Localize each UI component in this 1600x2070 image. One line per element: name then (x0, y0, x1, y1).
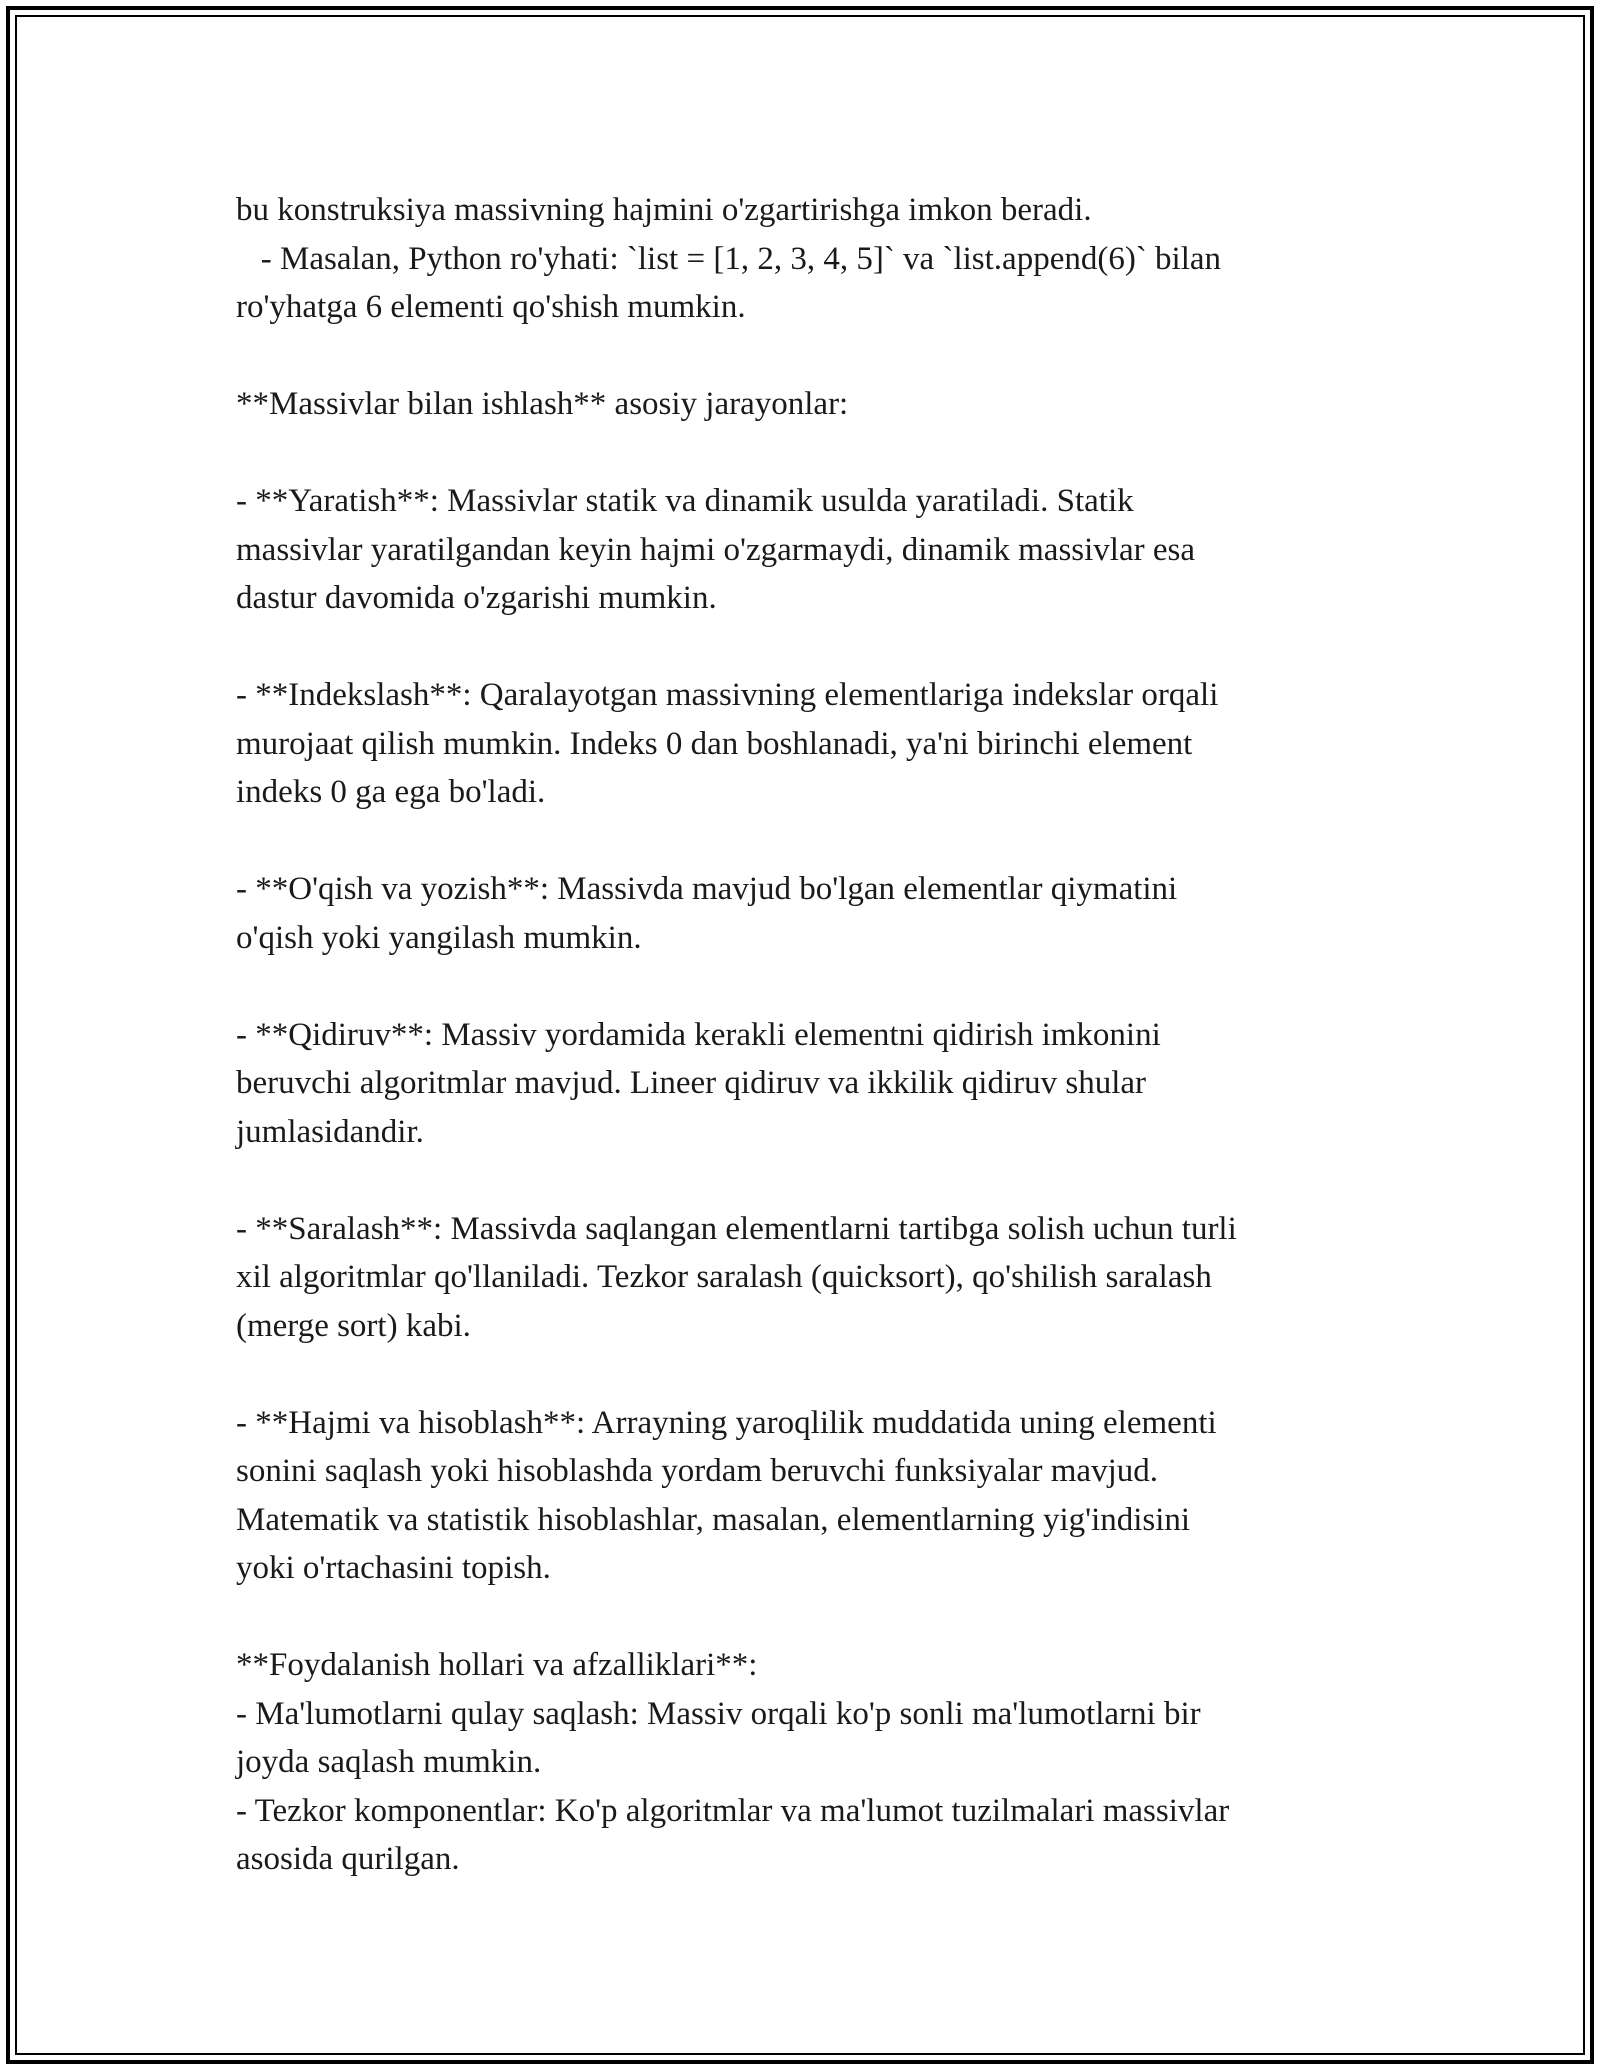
text-line: Matematik va statistik hisoblashlar, masalan, elementlarning yig'indisini (236, 1501, 1191, 1538)
paragraph-spacer (236, 962, 1366, 1011)
text-line: - **Qidiruv**: Massiv yordamida kerakli elementni qidirish imkonini (236, 1016, 1161, 1053)
indekslash-paragraph (236, 671, 1366, 817)
text-line: - **O'qish va yozish**: Massivda mavjud bo'lgan elementlar qiymatini (236, 871, 1178, 907)
text-line: asosida qurilgan. (236, 1841, 460, 1877)
paragraph-spacer (236, 1156, 1366, 1205)
saralash-paragraph (236, 1205, 1366, 1351)
operations-heading: **Massivlar bilan ishlash** asosiy jarayonlar: (236, 386, 849, 422)
document-body (236, 186, 1366, 1884)
text-line: sonini saqlash yoki hisoblashda yordam beruvchi funksiyalar mavjud. (236, 1453, 1159, 1489)
text-line: massivlar yaratilgandan keyin hajmi o'zgarmaydi, dinamik massivlar esa (236, 531, 1195, 568)
text-line: ro'yhatga 6 elementi qo'shish mumkin. (236, 289, 746, 325)
text-line: jumlasidandir. (236, 1113, 424, 1150)
text-line: murojaat qilish mumkin. Indeks 0 dan boshlanadi, ya'ni birinchi element (236, 725, 1193, 762)
text-line: - Masalan, Python ro'yhati: `list = [1, 2, 3, 4, 5]` va `list.append(6)` bilan (236, 240, 1222, 277)
text-line: - **Indekslash**: Qaralayotgan massivning elementlariga indekslar orqali (236, 677, 1219, 713)
paragraph-spacer (236, 1350, 1366, 1399)
text-line: joyda saqlash mumkin. (236, 1744, 542, 1780)
text-line: - **Hajmi va hisoblash**: Arrayning yaroqlilik muddatida uning elementi (236, 1404, 1217, 1441)
hajmi-paragraph (236, 1399, 1366, 1593)
benefits-list (236, 1690, 1366, 1884)
text-line: o'qish yoki yangilash mumkin. (236, 919, 642, 956)
paragraph-spacer (236, 332, 1366, 381)
text-line: - **Saralash**: Massivda saqlangan elementlarni tartibga solish uchun turli (236, 1210, 1237, 1247)
text-line: bu konstruksiya massivning hajmini o'zgartirishga imkon beradi. (236, 192, 1092, 228)
text-line: yoki o'rtachasini topish. (236, 1550, 551, 1586)
text-line: beruvchi algoritmlar mavjud. Lineer qidiruv va ikkilik qidiruv shular (236, 1065, 1147, 1101)
paragraph-spacer (236, 429, 1366, 478)
text-line: - Tezkor komponentlar: Ko'p algoritmlar va ma'lumot tuzilmalari massivlar (236, 1792, 1230, 1829)
text-line: (merge sort) kabi. (236, 1307, 471, 1344)
paragraph-spacer (236, 623, 1366, 672)
text-line: xil algoritmlar qo'llaniladi. Tezkor saralash (quicksort), qo'shilish saralash (236, 1259, 1212, 1295)
oqish-paragraph (236, 865, 1366, 962)
qidiruv-paragraph (236, 1011, 1366, 1157)
intro-paragraph (236, 186, 1366, 332)
yaratish-paragraph (236, 477, 1366, 623)
text-line: - Ma'lumotlarni qulay saqlash: Massiv orqali ko'p sonli ma'lumotlarni bir (236, 1695, 1201, 1732)
paragraph-spacer (236, 1593, 1366, 1642)
text-line: indeks 0 ga ega bo'ladi. (236, 774, 546, 810)
paragraph-spacer (236, 817, 1366, 866)
text-line: - **Yaratish**: Massivlar statik va dinamik usulda yaratiladi. Statik (236, 483, 1134, 519)
text-line: dastur davomida o'zgarishi mumkin. (236, 580, 717, 616)
benefits-heading: **Foydalanish hollari va afzalliklari**: (236, 1647, 758, 1683)
